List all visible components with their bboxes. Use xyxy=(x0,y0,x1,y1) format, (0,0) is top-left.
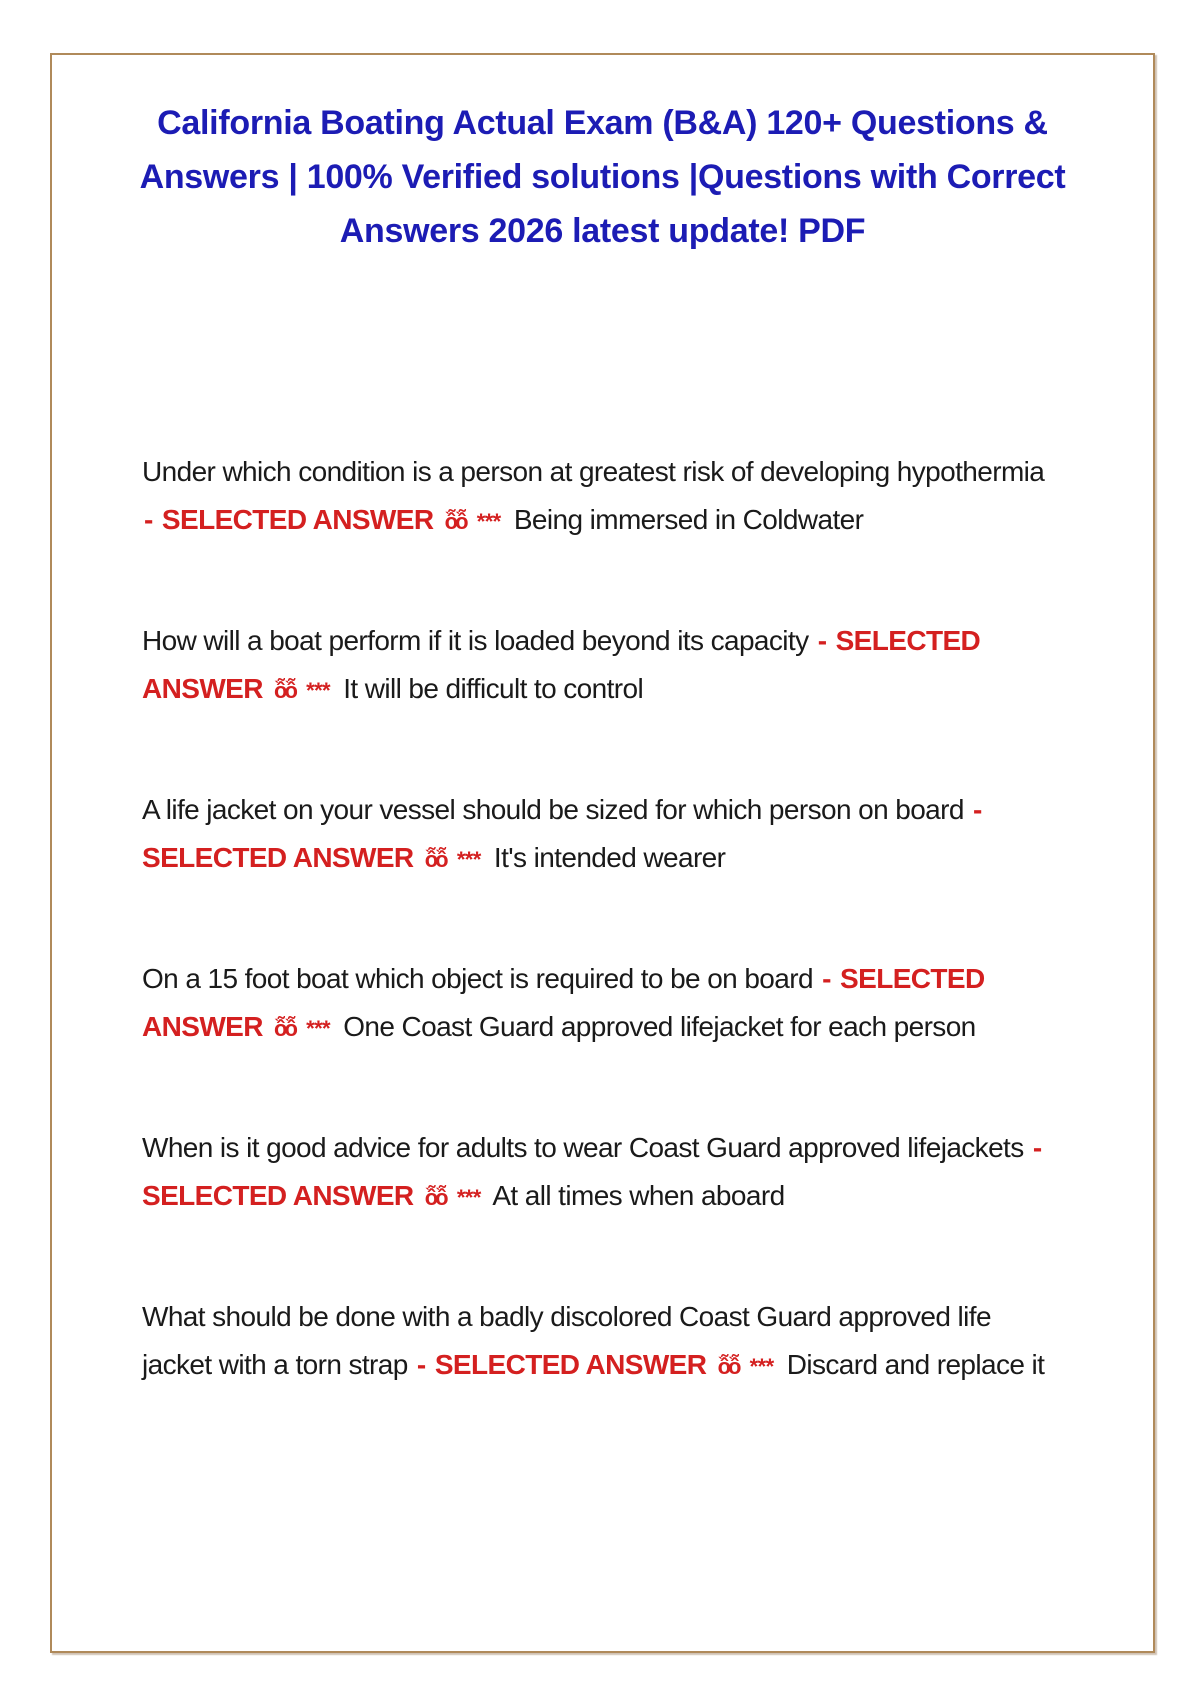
answer-label: SELECTED ANSWER xyxy=(142,963,985,1042)
qa-item xyxy=(142,617,1062,786)
answer-stars: *** xyxy=(306,678,330,703)
qa-answer: At all times when aboard xyxy=(492,1180,785,1211)
answer-icon: ồ̃ồ̃ xyxy=(424,847,446,872)
answer-icon: ồ̃ồ̃ xyxy=(274,1016,295,1041)
answer-icon: ồ̃ồ̃ xyxy=(444,509,466,534)
qa-separator: - xyxy=(973,794,982,825)
qa-question: Under which condition is a person at greatest risk of developing hypothermia xyxy=(142,456,1045,487)
qa-answer: Discard and replace it xyxy=(786,1349,1045,1380)
qa-item xyxy=(142,1293,1062,1462)
answer-stars: *** xyxy=(456,1185,481,1210)
qa-question: When is it good advice for adults to wear Coast Guard approved lifejackets xyxy=(142,1132,1024,1163)
qa-item xyxy=(142,955,1062,1124)
qa-separator: - xyxy=(416,1349,426,1380)
qa-separator: - xyxy=(1032,1132,1042,1163)
qa-answer: It's intended wearer xyxy=(493,842,726,873)
answer-icon: ồ̃ồ̃ xyxy=(717,1354,739,1379)
qa-list xyxy=(142,448,1062,1462)
answer-label: SELECTED ANSWER xyxy=(142,842,414,873)
answer-icon: ồ̃ồ̃ xyxy=(274,678,295,703)
qa-item xyxy=(142,786,1062,955)
answer-icon: ồ̃ồ̃ xyxy=(424,1185,446,1210)
answer-stars: *** xyxy=(456,847,481,872)
qa-question: How will a boat perform if it is loaded beyond its capacity xyxy=(142,625,809,656)
answer-stars: *** xyxy=(749,1354,774,1379)
qa-question: On a 15 foot boat which object is required to be on board xyxy=(142,963,813,994)
qa-answer: One Coast Guard approved lifejacket for each person xyxy=(343,1011,976,1042)
answer-label: SELECTED ANSWER xyxy=(434,1349,707,1380)
qa-item xyxy=(142,448,1062,617)
document-title: California Boating Actual Exam (B&A) 120+ Questions & Answers | 100% Verified solutions |Questions with Correct Answers 2026 latest update! PDF xyxy=(139,104,1066,250)
qa-item xyxy=(142,1124,1062,1293)
qa-question: A life jacket on your vessel should be sized for which person on board xyxy=(142,794,964,825)
qa-question: What should be done with a badly discolored Coast Guard approved life jacket with a torn strap xyxy=(142,1301,991,1380)
qa-answer: Being immersed in Coldwater xyxy=(513,504,864,535)
answer-label: SELECTED ANSWER xyxy=(142,625,981,704)
qa-separator: - xyxy=(144,504,153,535)
qa-separator: - xyxy=(817,625,827,656)
answer-label: SELECTED ANSWER xyxy=(161,504,434,535)
answer-label: SELECTED ANSWER xyxy=(142,1180,414,1211)
answer-stars: *** xyxy=(306,1016,330,1041)
answer-stars: *** xyxy=(476,509,501,534)
qa-answer: It will be difficult to control xyxy=(343,673,644,704)
qa-separator: - xyxy=(822,963,831,994)
